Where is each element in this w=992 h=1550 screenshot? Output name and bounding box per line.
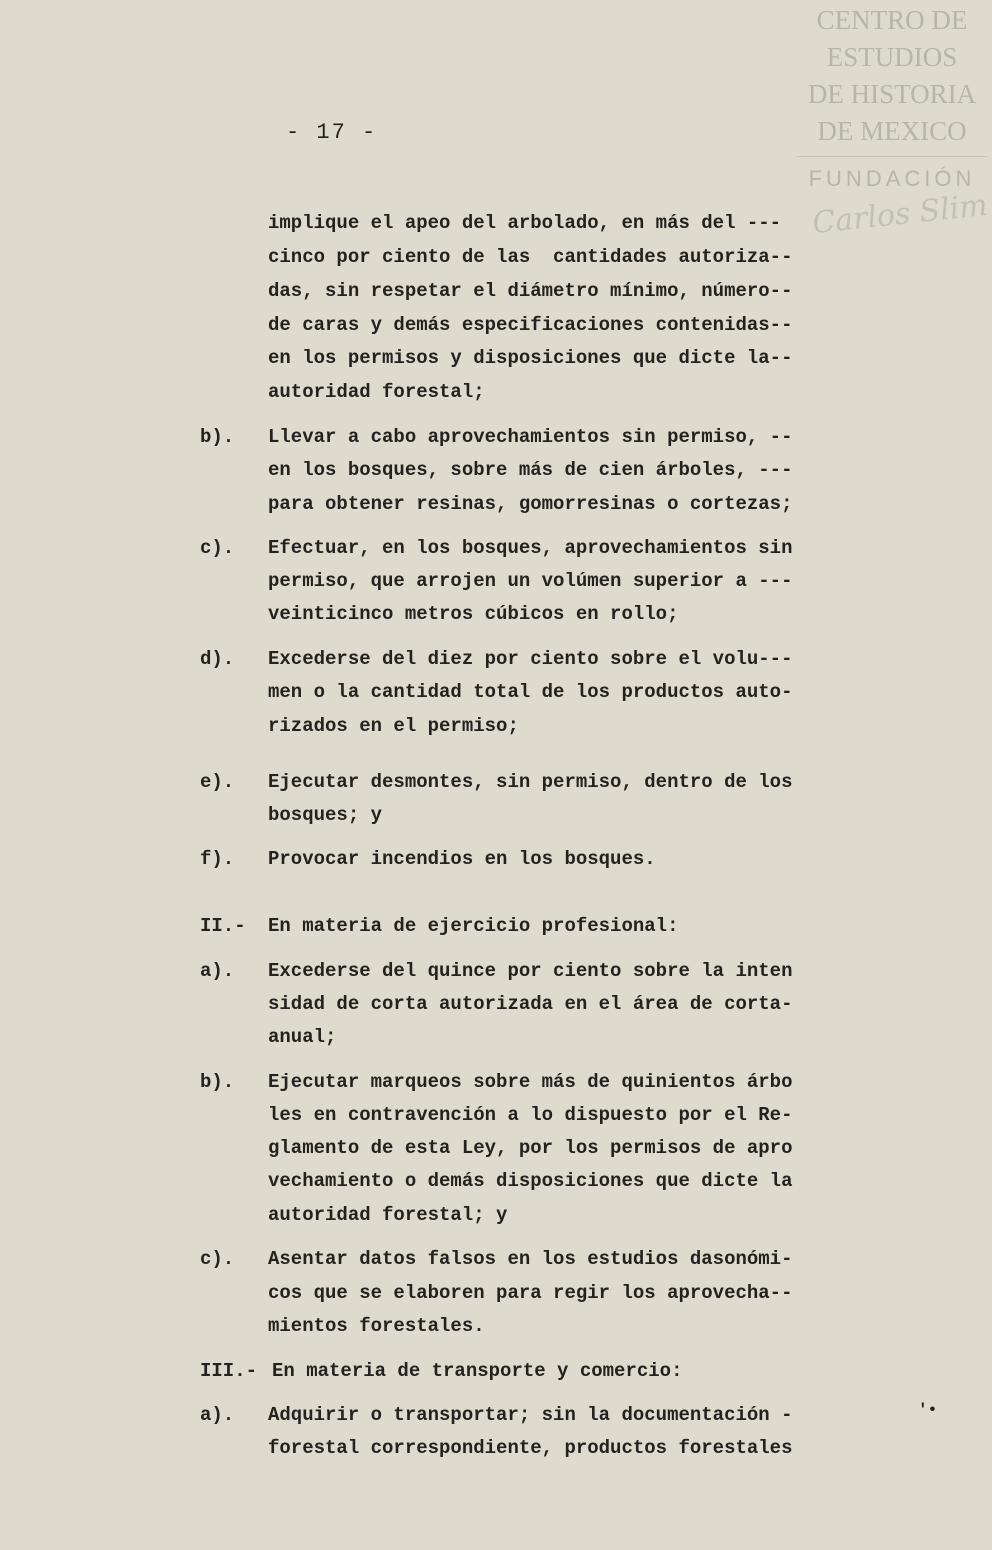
item-label: b).: [200, 426, 235, 448]
watermark-line-2: ESTUDIOS: [826, 42, 958, 72]
item-line: veinticinco metros cúbicos en rollo;: [268, 603, 679, 625]
item-label: c).: [200, 1248, 235, 1270]
item-line: Ejecutar desmontes, sin permiso, dentro de los: [268, 771, 793, 793]
intro-line: das, sin respetar el diámetro mínimo, número--: [268, 280, 793, 302]
item-line: autoridad forestal; y: [268, 1204, 508, 1226]
item-line: sidad de corta autorizada en el área de corta-: [268, 993, 793, 1015]
item-line: les en contravención a lo dispuesto por el Re-: [268, 1104, 793, 1126]
item-label: a).: [200, 1404, 235, 1426]
section-heading: En materia de transporte y comercio:: [272, 1360, 683, 1382]
watermark-divider: [796, 156, 988, 157]
signature: Carlos Slim: [810, 187, 990, 242]
watermark-line-3: DE HISTORIA: [807, 79, 977, 109]
item-line: Efectuar, en los bosques, aprovechamientos sin: [268, 537, 793, 559]
intro-line: implique el apeo del arbolado, en más del ---: [268, 212, 782, 234]
item-line: Provocar incendios en los bosques.: [268, 848, 656, 870]
intro-line: cinco por ciento de las cantidades autoriza--: [268, 246, 793, 268]
item-line: permiso, que arrojen un volúmen superior a ---: [268, 570, 793, 592]
item-line: vechamiento o demás disposiciones que dicte la: [268, 1170, 793, 1192]
item-line: en los bosques, sobre más de cien árboles, ---: [268, 459, 793, 481]
item-line: Ejecutar marqueos sobre más de quinientos árbo: [268, 1071, 793, 1093]
item-label: b).: [200, 1071, 235, 1093]
section-heading: En materia de ejercicio profesional:: [268, 915, 679, 937]
item-line: bosques; y: [268, 804, 383, 826]
item-line: Llevar a cabo aprovechamientos sin permiso, --: [268, 426, 793, 448]
item-label: e).: [200, 771, 235, 793]
watermark-foundation: FUNDACIÓN: [808, 166, 976, 191]
watermark-line-1: CENTRO DE: [816, 5, 968, 35]
item-line: Adquirir o transportar; sin la documentación -: [268, 1404, 793, 1426]
item-line: para obtener resinas, gomorresinas o cortezas;: [268, 493, 793, 515]
item-line: forestal correspondiente, productos forestales: [268, 1437, 793, 1459]
item-label: c).: [200, 537, 235, 559]
section-label: III.-: [200, 1360, 258, 1382]
item-line: Asentar datos falsos en los estudios dasonómi-: [268, 1248, 793, 1270]
item-label: f).: [200, 848, 235, 870]
margin-mark: '•: [918, 1401, 938, 1419]
page-number: - 17 -: [286, 120, 378, 145]
watermark-line-4: DE MEXICO: [817, 116, 967, 146]
item-line: Excederse del quince por ciento sobre la inten: [268, 960, 793, 982]
intro-line: en los permisos y disposiciones que dicte la--: [268, 347, 793, 369]
section-label: II.-: [200, 915, 246, 937]
item-line: rizados en el permiso;: [268, 715, 519, 737]
item-label: d).: [200, 648, 235, 670]
intro-line: autoridad forestal;: [268, 381, 485, 403]
item-line: Excederse del diez por ciento sobre el volu---: [268, 648, 793, 670]
item-line: glamento de esta Ley, por los permisos de apro: [268, 1137, 793, 1159]
intro-line: de caras y demás especificaciones contenidas--: [268, 314, 793, 336]
item-line: cos que se elaboren para regir los aprovecha--: [268, 1282, 793, 1304]
item-line: anual;: [268, 1026, 337, 1048]
item-label: a).: [200, 960, 235, 982]
item-line: men o la cantidad total de los productos auto-: [268, 681, 793, 703]
item-line: mientos forestales.: [268, 1315, 485, 1337]
watermark: [796, 2, 988, 193]
